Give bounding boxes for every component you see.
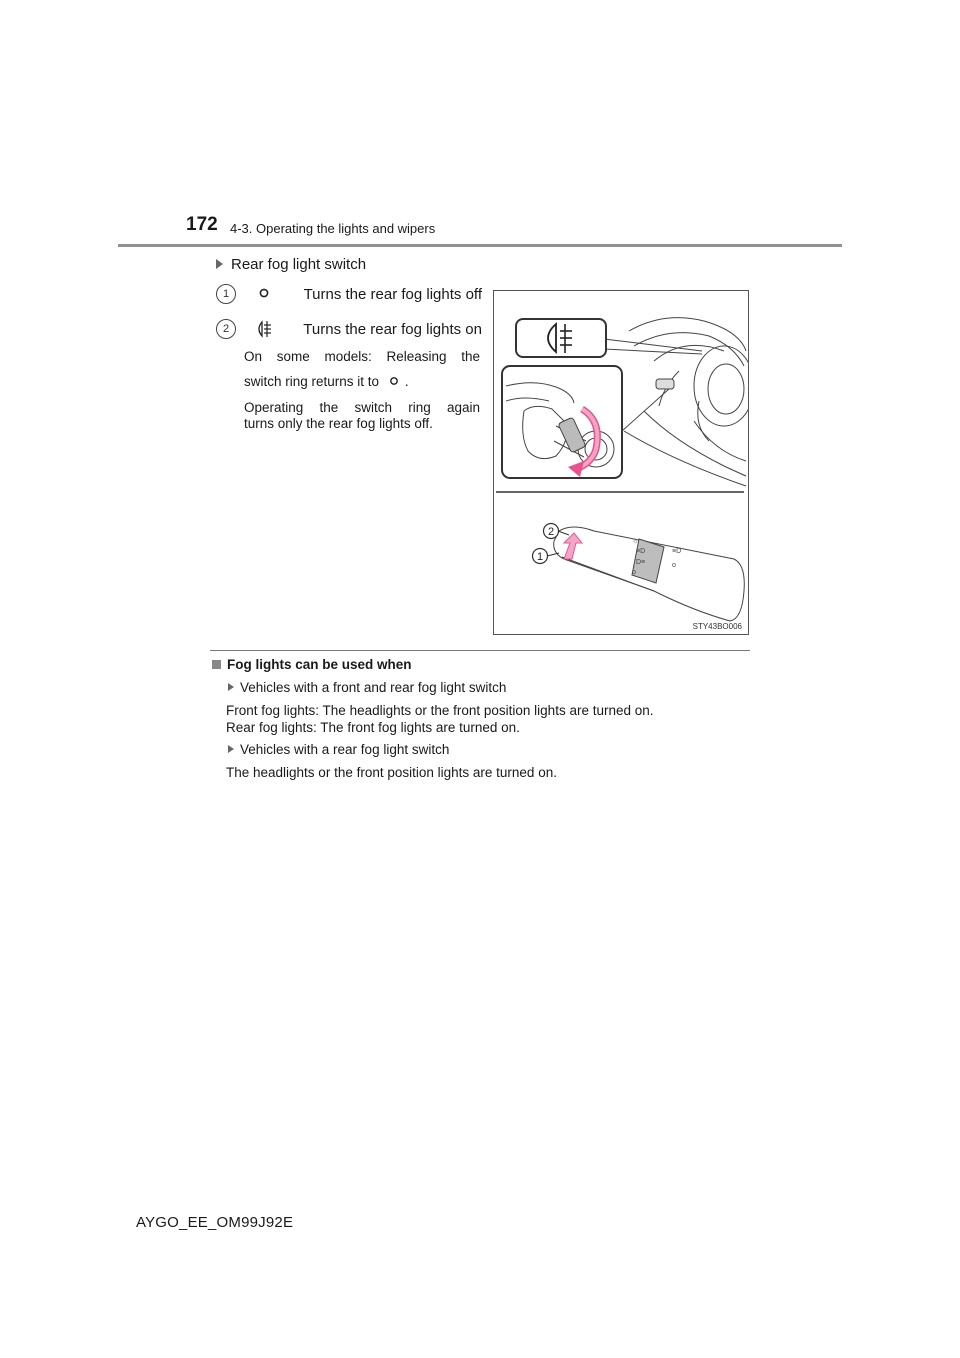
note-line-2 — [244, 372, 409, 392]
note-line-2-text: switch ring returns it to — [244, 374, 380, 389]
rear-fog-item-1 — [216, 284, 482, 306]
case-1-title — [228, 679, 506, 697]
fog-usage-heading — [212, 657, 412, 672]
illustration-drawing — [494, 291, 748, 634]
rear-fog-light-icon — [254, 320, 274, 338]
circle-off-icon — [383, 375, 405, 387]
header-rule — [118, 244, 842, 247]
figure-code: STY43BO006 — [692, 622, 742, 631]
section-divider — [210, 650, 750, 651]
triangle-bullet-icon — [228, 745, 234, 753]
svg-text:≡D: ≡D — [672, 548, 682, 555]
case-1-line-2: Rear fog lights: The front fog lights are turned on. — [226, 720, 520, 735]
case-1-title-text: Vehicles with a front and rear fog light switch — [240, 680, 507, 695]
note-line-4: turns only the rear fog lights off. — [244, 416, 433, 431]
triangle-bullet-icon — [228, 683, 234, 691]
svg-text:D≡: D≡ — [636, 559, 646, 566]
note-line-2-end: . — [404, 374, 409, 389]
case-2-line-1: The headlights or the front position lights are turned on. — [226, 765, 557, 780]
page-number: 172 — [186, 214, 218, 235]
rear-fog-switch-heading — [216, 256, 366, 273]
item-number-badge: 1 — [216, 284, 236, 304]
fog-switch-illustration — [493, 290, 749, 635]
circle-off-icon — [254, 285, 274, 303]
triangle-bullet-icon — [216, 259, 223, 269]
manual-code-footer: AYGO_EE_OM99J92E — [136, 1214, 294, 1231]
rear-fog-item-2 — [216, 319, 482, 341]
case-1-line-1: Front fog lights: The headlights or the front position lights are turned on. — [226, 703, 654, 718]
callout-2: 2 — [547, 526, 555, 538]
item-text: Turns the rear fog lights off — [303, 286, 482, 303]
section-title: 4-3. Operating the lights and wipers — [230, 221, 436, 236]
item-number-badge: 2 — [216, 319, 236, 339]
heading-text: Rear fog light switch — [231, 256, 367, 273]
svg-text:☼: ☼ — [632, 538, 639, 545]
svg-text:o: o — [632, 569, 636, 576]
item-text: Turns the rear fog lights on — [303, 321, 482, 338]
case-2-title — [228, 741, 449, 759]
callout-1: 1 — [536, 551, 544, 563]
square-bullet-icon — [212, 660, 221, 669]
svg-text:o: o — [672, 562, 676, 569]
case-2-title-text: Vehicles with a rear fog light switch — [240, 742, 450, 757]
svg-text:≡D: ≡D — [636, 548, 646, 555]
note-line-3: Operating the switch ring again — [244, 400, 480, 415]
note-line-1: On some models: Releasing the — [244, 349, 480, 364]
fog-usage-heading-text: Fog lights can be used when — [227, 657, 412, 672]
